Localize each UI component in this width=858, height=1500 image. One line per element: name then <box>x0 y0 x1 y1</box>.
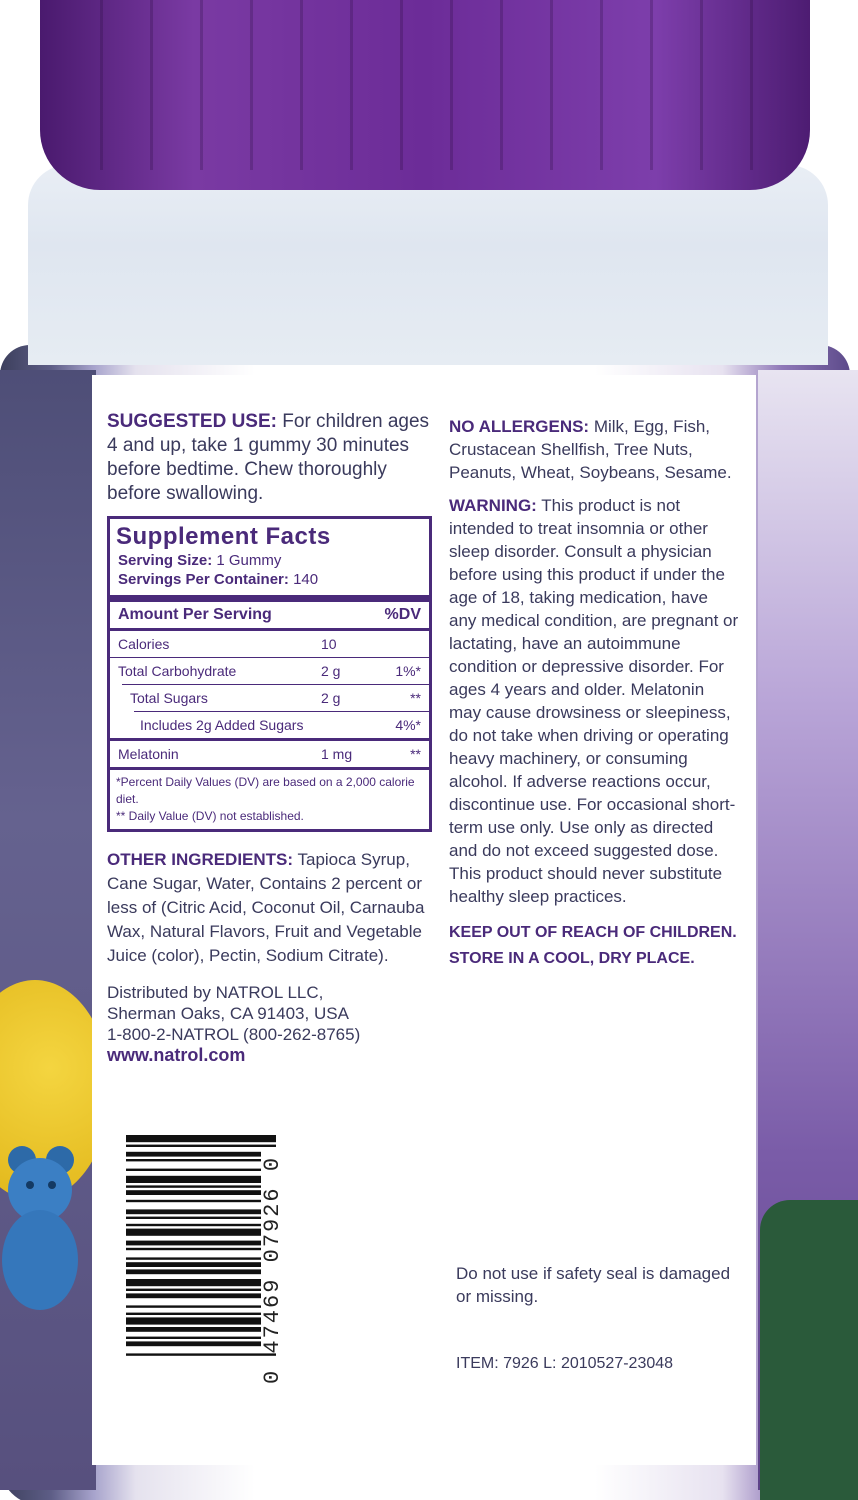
facts-row-total-sugars: Total Sugars 2 g ** <box>130 690 421 706</box>
bottle-neck <box>28 165 828 365</box>
upc-barcode <box>110 1110 290 1425</box>
barcode-bar <box>126 1169 261 1171</box>
barcode-bar <box>126 1159 261 1161</box>
keep-out-of-reach: KEEP OUT OF REACH OF CHILDREN. <box>449 924 737 941</box>
allergens-text: Milk, Egg, Fish, Crustacean Shellfish, Tree Nuts, Peanuts, Wheat, Soybeans, Sesame. <box>449 417 732 482</box>
barcode-bar <box>126 1176 261 1183</box>
barcode-bar <box>126 1262 261 1267</box>
distributor-phone: 1-800-2-NATROL (800-262-8765) <box>107 1025 361 1044</box>
serving-size-value: 1 Gummy <box>216 552 282 569</box>
safety-seal-notice: Do not use if safety seal is damaged or missing. <box>456 1264 731 1306</box>
storage-instructions <box>449 920 739 972</box>
allergens <box>449 415 739 484</box>
barcode-bar <box>126 1200 261 1202</box>
barcode-bar <box>126 1190 261 1195</box>
barcode-bar <box>126 1289 261 1291</box>
barcode-bar <box>126 1135 276 1142</box>
label-right-column <box>449 415 739 972</box>
allergens-label: NO ALLERGENS: <box>449 417 590 436</box>
item-lot-code: ITEM: 7926 L: 2010527-23048 <box>456 1355 674 1372</box>
footnote-not-established: ** Daily Value (DV) not established. <box>116 809 304 823</box>
amount-per-serving-header: Amount Per Serving <box>118 606 272 623</box>
barcode-bar <box>126 1217 261 1219</box>
barcode-bar <box>126 1224 261 1226</box>
store-cool-dry: STORE IN A COOL, DRY PLACE. <box>449 950 695 967</box>
barcode-bar <box>126 1305 261 1307</box>
barcode-bar <box>126 1229 261 1236</box>
warning-text: This product is not intended to treat insomnia or other sleep disorder. Consult a physician before using this product if under the age of 18, taking medication, have any medical condition, are pregnant or lactating, have an autoimmune condition or depressive disorder. For ages 4 years and older. Melatonin may cause drowsiness or sleepiness, do not take when driving or operating heavy machinery, or consuming alcohol. If adverse reactions occur, discontinue use. For occasional short-term use only. Use only as directed and do not exceed suggested dose. This product should never substitute healthy sleep practices. <box>449 496 739 906</box>
barcode-bar <box>126 1337 261 1339</box>
barcode-bar <box>126 1293 261 1298</box>
hill-illustration <box>760 1200 858 1500</box>
barcode-bar <box>126 1313 261 1315</box>
facts-row-melatonin: Melatonin 1 mg ** <box>118 746 421 762</box>
suggested-use <box>107 410 432 506</box>
barcode-bars <box>126 1135 276 1405</box>
barcode-bar <box>126 1269 261 1274</box>
barcode-bar <box>126 1241 261 1246</box>
barcode-bar <box>126 1209 261 1214</box>
bear-gummy-illustration <box>0 1120 90 1320</box>
suggested-use-label: SUGGESTED USE: <box>107 411 277 432</box>
other-ingredients <box>107 848 432 968</box>
barcode-bar <box>126 1353 276 1355</box>
facts-footnotes <box>110 770 429 829</box>
other-ingredients-text: Tapioca Syrup, Cane Sugar, Water, Contains 2 percent or less of (Citric Acid, Coconut Oil, Carnauba Wax, Natural Flavors, Fruit and Vegetable Juice (color), Pectin, Sodium Citrate). <box>107 850 425 965</box>
warning <box>449 494 739 908</box>
barcode-bar <box>126 1145 276 1147</box>
barcode-bar <box>126 1341 261 1346</box>
website-link: www.natrol.com <box>107 1045 246 1065</box>
distributor-line-2: Sherman Oaks, CA 91403, USA <box>107 1004 349 1023</box>
other-ingredients-label: OTHER INGREDIENTS: <box>107 850 294 869</box>
footnote-dv: *Percent Daily Values (DV) are based on a 2,000 calorie diet. <box>116 775 415 806</box>
distributor-info <box>107 982 432 1066</box>
barcode-bar <box>126 1185 261 1187</box>
distributor-line-1: Distributed by NATROL LLC, <box>107 983 324 1002</box>
barcode-bar <box>126 1152 261 1157</box>
supplement-facts-panel <box>107 516 432 832</box>
serving-size-label: Serving Size: <box>118 552 213 569</box>
upc-number: 0 47469 07926 0 <box>260 1155 285 1385</box>
barcode-bar <box>126 1317 261 1324</box>
facts-header-row <box>110 602 429 628</box>
servings-label: Servings Per Container: <box>118 571 289 588</box>
barcode-bar <box>126 1248 261 1250</box>
facts-row-added-sugars: Includes 2g Added Sugars 4%* <box>140 717 421 733</box>
warning-label: WARNING: <box>449 496 537 515</box>
suggested-use-text: For children ages 4 and up, take 1 gummy 30 minutes before bedtime. Chew thoroughly before swallowing. <box>107 411 430 504</box>
supplement-facts-title: Supplement Facts <box>116 523 331 550</box>
servings-value: 140 <box>293 571 319 588</box>
barcode-bar <box>126 1327 261 1332</box>
barcode-bar <box>126 1279 261 1286</box>
dv-header: %DV <box>384 606 421 623</box>
label-art-left <box>0 370 96 1490</box>
label-left-column <box>107 410 432 1066</box>
barcode-bar <box>126 1257 261 1259</box>
bottle-cap <box>40 0 810 190</box>
facts-row-total-carbohydrate: Total Carbohydrate 2 g 1%* <box>118 663 421 679</box>
serving-size <box>110 551 429 570</box>
servings-per-container <box>110 570 429 589</box>
facts-row-calories: Calories 10 <box>118 636 337 652</box>
